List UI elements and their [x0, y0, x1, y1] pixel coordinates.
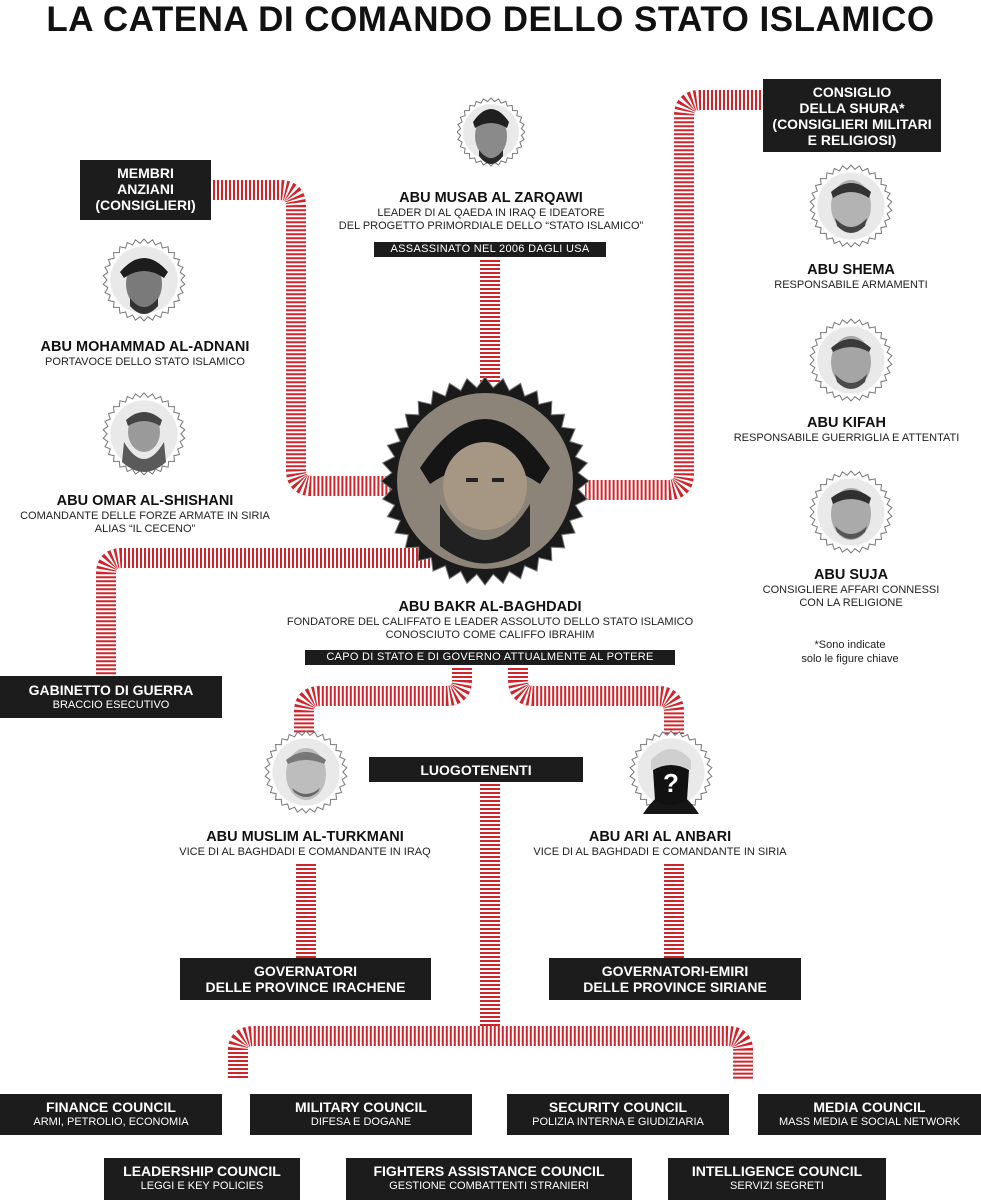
shishani-caption	[0, 493, 290, 536]
council-media: MEDIA COUNCIL MASS MEDIA E SOCIAL NETWORK	[758, 1094, 981, 1135]
face-icon	[831, 336, 871, 389]
unknown-mark: ?	[663, 768, 679, 798]
kifah-portrait	[809, 318, 893, 402]
council-finance: FINANCE COUNCIL ARMI, PETROLIO, ECONOMIA	[0, 1094, 222, 1135]
shishani-portrait	[102, 392, 186, 476]
face-icon	[831, 180, 871, 233]
face-icon	[831, 488, 871, 540]
turkmani-caption	[150, 829, 460, 859]
turkmani-portrait	[264, 730, 348, 814]
person-role: RESPONSABILE GUERRIGLIA E ATTENTATI	[733, 432, 960, 444]
council-intelligence: INTELLIGENCE COUNCIL SERVIZI SEGRETI	[668, 1158, 886, 1200]
person-role: RESPONSABILE ARMAMENTI	[774, 279, 928, 291]
page-title: LA CATENA DI COMANDO DELLO STATO ISLAMICO	[46, 0, 935, 39]
person-role: VICE DI AL BAGHDADI E COMANDANTE IN SIRIA	[533, 846, 787, 858]
war-cabinet-label: GABINETTO DI GUERRA BRACCIO ESECUTIVO	[0, 676, 222, 718]
person-role: VICE DI AL BAGHDADI E COMANDANTE IN IRAQ	[179, 846, 431, 858]
person-name: ABU KIFAH	[807, 415, 886, 431]
kifah-caption	[712, 415, 981, 445]
anbari-portrait	[629, 730, 713, 814]
person-name: ABU SUJA	[813, 567, 889, 583]
shema-caption	[730, 262, 972, 292]
footnote: *Sono indicate solo le figure chiave	[801, 639, 899, 665]
person-role: COMANDANTE DELLE FORZE ARMATE IN SIRIA	[20, 510, 270, 522]
person-role: DEL PROGETTO PRIMORDIALE DELLO “STATO ISLAMICO”	[338, 220, 644, 232]
zarqawi-caption	[300, 190, 682, 233]
governors-syria-label: GOVERNATORI-EMIRI DELLE PROVINCE SIRIANE	[549, 958, 801, 1000]
person-role: FONDATORE DEL CALIFFATO E LEADER ASSOLUTO DELLO STATO ISLAMICO	[286, 616, 694, 628]
suja-portrait	[809, 470, 893, 554]
person-role: CON LA RELIGIONE	[799, 597, 903, 609]
adnani-portrait	[102, 238, 186, 322]
person-name: ABU OMAR AL-SHISHANI	[56, 493, 234, 509]
council-military: MILITARY COUNCIL DIFESA E DOGANE	[250, 1094, 472, 1135]
zarqawi-status-tag: ASSASSINATO NEL 2006 DAGLI USA	[374, 242, 606, 257]
council-security: SECURITY COUNCIL POLIZIA INTERNA E GIUDIZIARIA	[507, 1094, 729, 1135]
anbari-caption	[510, 829, 810, 859]
baghdadi-portrait	[380, 376, 590, 586]
person-role: CONSIGLIERE AFFARI CONNESSI	[762, 584, 940, 596]
link-senior-to-baghdadi	[211, 190, 400, 486]
shema-portrait	[809, 164, 893, 248]
person-role: ALIAS “IL CECENO”	[94, 523, 196, 535]
governors-iraq-label: GOVERNATORI DELLE PROVINCE IRACHENE	[180, 958, 431, 1000]
person-name: ABU MOHAMMAD AL-ADNANI	[40, 339, 250, 355]
senior-members-label: MEMBRI ANZIANI (CONSIGLIERI)	[80, 160, 211, 220]
shura-council-label: CONSIGLIO DELLA SHURA* (CONSIGLIERI MILITARI E RELIGIOSI)	[763, 79, 941, 152]
zarqawi-portrait	[457, 92, 525, 176]
adnani-caption	[0, 339, 290, 369]
person-name: ABU ARI AL ANBARI	[588, 829, 732, 845]
person-name: ABU MUSAB AL ZARQAWI	[399, 190, 583, 206]
person-role: LEADER DI AL QAEDA IN IRAQ E IDEATORE	[377, 207, 605, 219]
council-fighters-assistance: FIGHTERS ASSISTANCE COUNCIL GESTIONE COMBATTENTI STRANIERI	[346, 1158, 632, 1200]
baghdadi-status-tag: CAPO DI STATO E DI GOVERNO ATTUALMENTE AL POTERE	[305, 650, 675, 665]
person-name: ABU MUSLIM AL-TURKMANI	[206, 829, 404, 845]
link-baghdadi-to-turkmani	[304, 666, 462, 734]
suja-caption	[730, 567, 972, 610]
person-name: ABU SHEMA	[807, 262, 895, 278]
person-name: ABU BAKR AL-BAGHDADI	[398, 599, 582, 615]
baghdadi-caption	[240, 599, 740, 642]
face-icon	[286, 748, 326, 800]
lieutenants-label: LUOGOTENENTI	[369, 757, 583, 782]
person-role: PORTAVOCE DELLO STATO ISLAMICO	[45, 356, 245, 368]
person-role: CONOSCIUTO COME CALIFFO IBRAHIM	[385, 629, 595, 641]
council-leadership: LEADERSHIP COUNCIL LEGGI E KEY POLICIES	[104, 1158, 300, 1200]
